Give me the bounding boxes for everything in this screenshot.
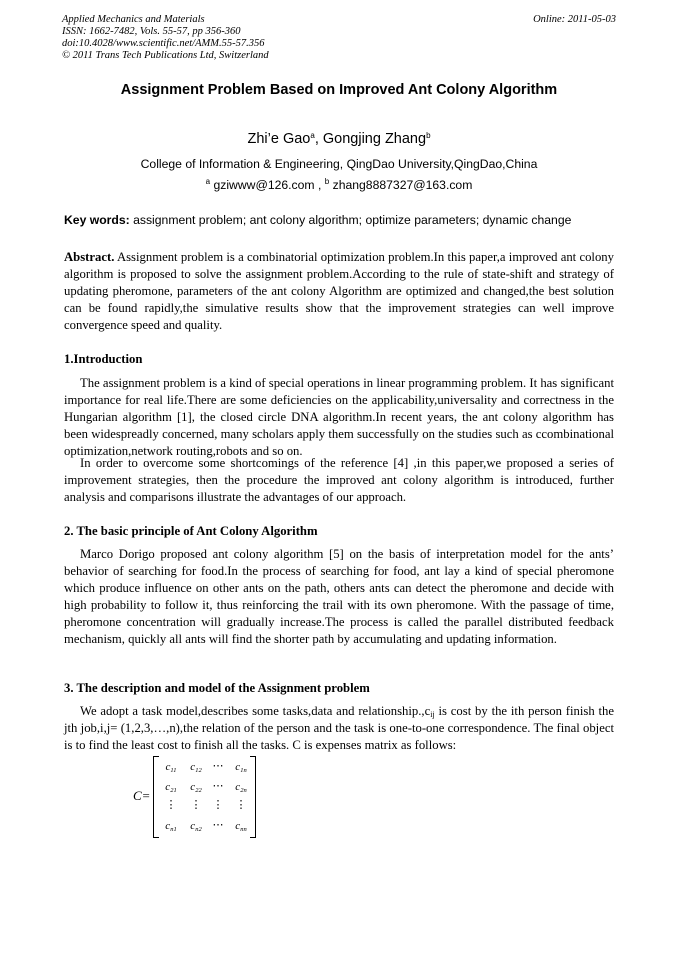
author-separator: , (314, 131, 323, 147)
keywords-label: Key words: (64, 213, 130, 227)
affiliation: College of Information & Engineering, QingDao University,QingDao,China (140, 157, 538, 171)
matrix-cell: $c_{11}$ (165, 761, 177, 774)
abstract-label: Abstract. (64, 250, 115, 264)
matrix-cell: $c_{12}$ (190, 761, 202, 774)
online-date: Online: 2011-05-03 (533, 14, 616, 25)
author-1-sup: a (310, 131, 315, 140)
author-line (0, 131, 678, 147)
journal-header (62, 14, 616, 62)
issn-line: ISSN: 1662-7482, Vols. 55-57, pp 356-360 (62, 26, 241, 37)
email-b: zhang8887327@163.com (332, 178, 473, 192)
matrix-cell: $c_{1n}$ (235, 761, 247, 774)
matrix-hdots: ⋯ (212, 780, 224, 792)
paper-title: Assignment Problem Based on Improved Ant Colony Algorithm (120, 82, 558, 98)
matrix-cell: $c_{22}$ (190, 781, 202, 794)
model-paragraph-1 (64, 703, 614, 754)
matrix-cell: $c_{21}$ (165, 781, 177, 794)
matrix-vdots: ⋮ (212, 799, 224, 811)
email-line (0, 178, 678, 192)
matrix-vdots: ⋮ (235, 799, 247, 811)
doi-line: doi:10.4028/www.scientific.net/AMM.55-57.356 (62, 38, 265, 49)
abstract (64, 249, 614, 334)
journal-name: Applied Mechanics and Materials (62, 14, 205, 25)
matrix-hdots: ⋯ (212, 760, 224, 772)
author-2-sup: b (426, 131, 431, 140)
model-text-sub: ij (430, 710, 435, 719)
abstract-text: Assignment problem is a combinatorial optimization problem.In this paper,a improved ant colony algorithm is proposed to solve the assignment problem.According to the rule of state-shift and strategy of updating pheromone, parameters of the ant colony Algorithm are optimized and changed,the best solution can be found rapidly,the simulative results show that the improvement strategies can well improve convergence speed and quality. (64, 250, 614, 332)
email-separator: , (314, 178, 325, 192)
section-heading-intro: 1.Introduction (64, 352, 143, 366)
model-text-b: is cost by the ith person finish the jth job,i,j= (1,2,3,…,n),the relation of the person and the task is one-to-one correspondence. The final object is to find the least cost to finish all the tasks. C is expenses matrix as follows: (64, 704, 614, 752)
keywords (64, 213, 624, 227)
matrix-cell: $c_{n1}$ (165, 820, 177, 833)
section-heading-basic: 2. The basic principle of Ant Colony Algorithm (64, 524, 318, 538)
section-heading-model: 3. The description and model of the Assignment problem (64, 681, 370, 695)
email-a: gziwww@126.com (213, 178, 315, 192)
copyright-line: © 2011 Trans Tech Publications Ltd, Switzerland (62, 50, 269, 61)
author-2: Gongjing Zhang (322, 131, 427, 147)
matrix-vdots: ⋮ (165, 799, 177, 811)
matrix-hdots: ⋯ (212, 819, 224, 831)
matrix-lhs: C= (133, 788, 151, 803)
matrix-cell: $c_{2n}$ (235, 781, 247, 794)
basic-paragraph-1: Marco Dorigo proposed ant colony algorithm [5] on the basis of interpretation model for the ants’ behavior of searching for food.In the process of searching for food, ant lay a kind of special pheromone which produce influence on other ants on the path, others ants can detect the pheromone and decide with high probability to follow it, thus reinforcing the trail with its own pheromone. With the passage of time, pheromone concentration will gradually increase.The process is called the parallel distributed feedback mechanism, quickly all ants will find the shorter path by accumulating and updating information. (64, 547, 614, 646)
matrix-cell: $c_{n2}$ (190, 820, 202, 833)
intro-paragraph-2: In order to overcome some shortcomings of the reference [4] ,in this paper,we proposed a series of improvement strategies, then the procedure the improved ant colony algorithm is introduced, further analysis and comparisons illustrate the advantages of our approach. (64, 456, 614, 504)
keywords-text: assignment problem; ant colony algorithm; optimize parameters; dynamic change (129, 213, 572, 227)
email-a-sup: a (205, 177, 211, 186)
model-text-a: We adopt a task model,describes some tasks,data and relationship.,c (80, 704, 431, 718)
email-b-sup: b (324, 177, 330, 186)
matrix-vdots: ⋮ (190, 799, 202, 811)
author-1: Zhi’e Gao (247, 131, 311, 147)
intro-paragraph-1: The assignment problem is a kind of special operations in linear programming problem. It has significant importance for real life.There are some deficiencies on the applicability,universality and correctness in the Hungarian algorithm [1], the closed circle DNA algorithm.In recent years, the ant colony algorithm has been widespreadly concerned, many scholars apply them successfully on the studies such as ccombinational optimization,network routing,robots and so on. (64, 376, 614, 458)
matrix-cell: $c_{nn}$ (235, 820, 247, 833)
